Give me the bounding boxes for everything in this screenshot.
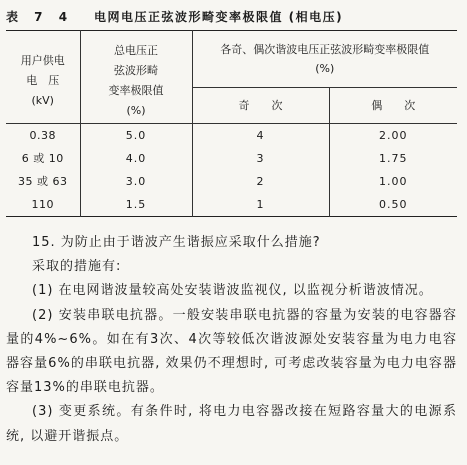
cell-even: 2.00 (379, 128, 408, 142)
cell-total: 1.5 (80, 193, 192, 217)
table-row (6, 193, 457, 217)
table-caption (6, 6, 457, 26)
cell-voltage: 0.38 (6, 124, 80, 148)
cell-odd: 1 (192, 193, 329, 217)
table-row (6, 170, 457, 193)
body-text (6, 231, 457, 449)
harmonic-limits-table (6, 30, 457, 217)
cell-total: 3.0 (80, 170, 192, 193)
header-voltage: 用户供电 电 压 (kV) (6, 31, 80, 124)
header-total-distortion: 总电压正 弦波形畸 变率极限值 (%) (80, 31, 192, 124)
table-row (6, 124, 457, 148)
cell-voltage: 110 (6, 193, 80, 217)
question-heading: 15. 为防止由于谐波产生谐振应采取什么措施? (32, 235, 321, 250)
table-row (6, 147, 457, 170)
cell-even: 1.75 (379, 151, 408, 165)
answer-item-1: (1) 在电网谐波量较高处安装谐波监视仪, 以监视分析谐波情况。 (32, 283, 433, 299)
answer-item-3: (3) 变更系统。有条件时, 将电力电容器改接在短路容量大的电源系统, 以避开谐振点。 (6, 404, 457, 444)
header-odd: 奇 次 (192, 88, 329, 124)
cell-voltage: 35 或 63 (6, 170, 80, 193)
cell-odd: 2 (192, 170, 329, 193)
header-harmonic-limits: 各奇、偶次谐波电压正弦波形畸变率极限值 (%) (192, 31, 457, 88)
answer-lead: 采取的措施有: (32, 259, 122, 275)
answer-item-2: (2) 安装串联电抗器。一般安装串联电抗器的容量为安装的电容器容量的4%~6%。如在有3次、4次等较低次谐波源处安装容量为电力电容器容量6%的串联电抗器, 效果仍不理想时, 可考虑改装容量为电力电容器容量13%的串联电抗器。 (6, 307, 457, 396)
cell-voltage: 6 或 10 (6, 147, 80, 170)
cell-odd: 3 (192, 147, 329, 170)
table-title: 电网电压正弦波形畸变率极限值 (相电压) (94, 9, 344, 24)
table-number: 表 7 4 (6, 9, 74, 24)
cell-total: 4.0 (80, 147, 192, 170)
header-even: 偶 次 (371, 99, 416, 113)
cell-even: 1.00 (379, 174, 408, 188)
cell-total: 5.0 (80, 124, 192, 148)
cell-even: 0.50 (379, 197, 408, 211)
cell-odd: 4 (192, 124, 329, 148)
